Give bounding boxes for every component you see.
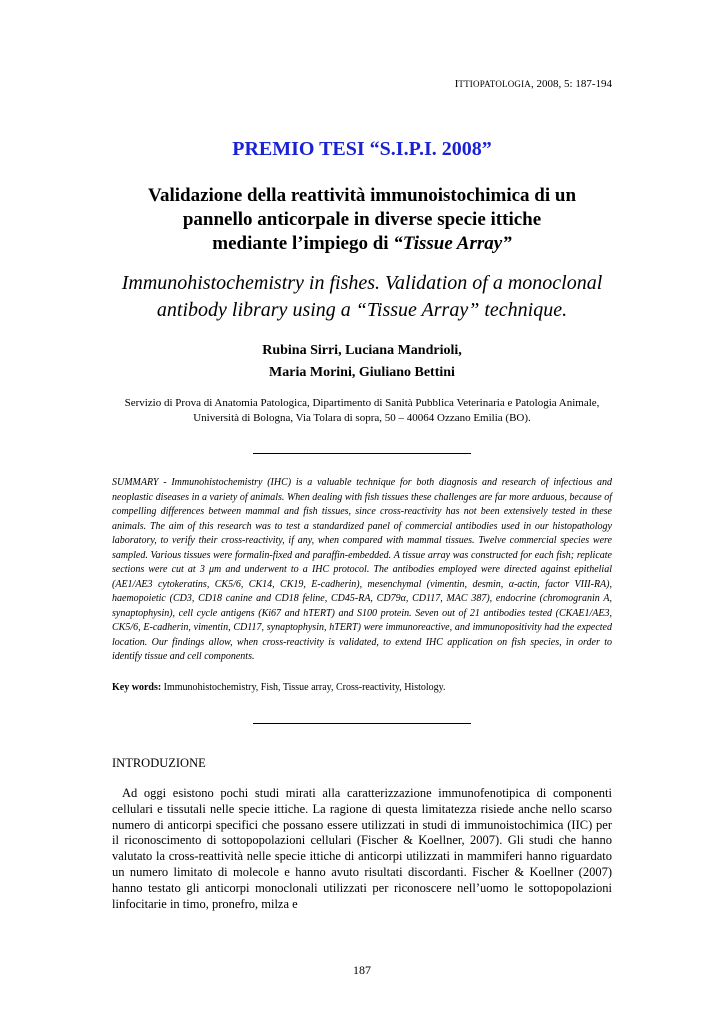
italian-title-italic: “Tissue Array” [393,233,512,254]
separator-rule [253,723,471,724]
journal-name-smallcaps: TTIOPATOLOGIA [458,79,532,89]
english-title [112,270,612,324]
keywords [112,682,612,693]
italian-title-line [112,232,612,256]
keywords-label: Key words: [112,682,162,693]
journal-name-initial: I [454,78,459,90]
italian-title-line: Validazione della reattività immunoistochimica di un [147,185,577,206]
italian-title-plain: mediante l’impiego di [212,233,394,254]
separator-rule [253,453,471,454]
italian-title [112,184,612,256]
english-title-line: Immunohistochemistry in fishes. Validation of a monoclonal [121,272,603,294]
author-line: Maria Morini, Giuliano Bettini [269,365,455,380]
body-paragraph: Ad oggi esistono pochi studi mirati alla caratterizzazione immunofenotipica di componenti cellulari e tissutali nelle specie ittiche. La ragione di questa limitatezza risiede anche nello scarso numero di anticorpi specifici che possano essere utilizzati in studi di immunoistochimica (IIC) per il riconoscimento di sottopopolazioni cellulari (Fischer & Koellner, 2007). Gli studi che hanno valutato la cross-reattività nelle specie ittiche di anticorpi utilizzati in mammiferi hanno riguardato un numero limitato di molecole e hanno avuto risultati discordanti. Fischer & Koellner (2007) hanno testato gli anticorpi monoclonali utilizzati per riconoscere nell’uomo le sottopopolazioni linfocitarie in timo, pronefro, milza e [112,786,612,911]
italian-title-line: pannello anticorpale in diverse specie ittiche [182,209,542,230]
author-line: Rubina Sirri, Luciana Mandrioli, [262,343,462,358]
affiliation-line: Servizio di Prova di Anatomia Patologica, Dipartimento di Sanità Pubblica Veterinaria e Patologia Animale, [124,397,600,409]
summary-abstract: SUMMARY - Immunohistochemistry (IHC) is a valuable technique for both diagnosis and research of infectious and neoplastic diseases in a variety of animals. When dealing with fish tissues these challenges are far more arduous, because of compelling differences between mammal and fish tissues, since cross-reactivity has not been extensively tested in these animals. The aim of this research was to test a standardized panel of commercial antibodies used in our histopathology laboratory, to verify their cross-reactivity, if any, when compared with mammal tissues. Twelve commercial species were sampled. Various tissues were formalin-fixed and paraffin-embedded. A tissue array was constructed for each fish; replicate sections were cut at 3 μm and underwent to a IHC protocol. The antibodies employed were directed against epithelial (AE1/AE3 cytokeratins, CK5/6, CK14, CK19, E-cadherin), mesenchymal (vimentin, desmin, α-actin, factor VIII-RA), haemopoietic (CD3, CD18 canine and CD18 feline, CD45-RA, CD79α, CD117, MAC 387), endocrine (chromogranin A, synaptophysin), cell cycle antigens (Ki67 and hTERT) and S100 protein. Seven out of 21 antibodies tested (CKAE1/AE3, CK5/6, E-cadherin, vimentin, CD117, synaptophysin, hTERT) were immunoreactive, and immunopositivity had the expected location. Our findings allow, when cross-reactivity is validated, to extend IHC application on fish species, in order to identify tissue and cell components. [112,477,612,662]
section-heading: INTRODUZIONE [112,756,206,770]
affiliation [112,396,612,426]
author-list [0,340,724,384]
english-title-line: antibody library using a “Tissue Array” technique. [156,299,568,321]
running-header [455,78,612,90]
keywords-text: Immunohistochemistry, Fish, Tissue array, Cross-reactivity, Histology. [161,682,446,693]
award-title: PREMIO TESI “S.I.P.I. 2008” [232,138,492,160]
page-number: 187 [353,963,371,977]
journal-citation: , 2008, 5: 187-194 [531,78,612,90]
affiliation-line: Università di Bologna, Via Tolara di sopra, 50 – 40064 Ozzano Emilia (BO). [193,412,531,424]
